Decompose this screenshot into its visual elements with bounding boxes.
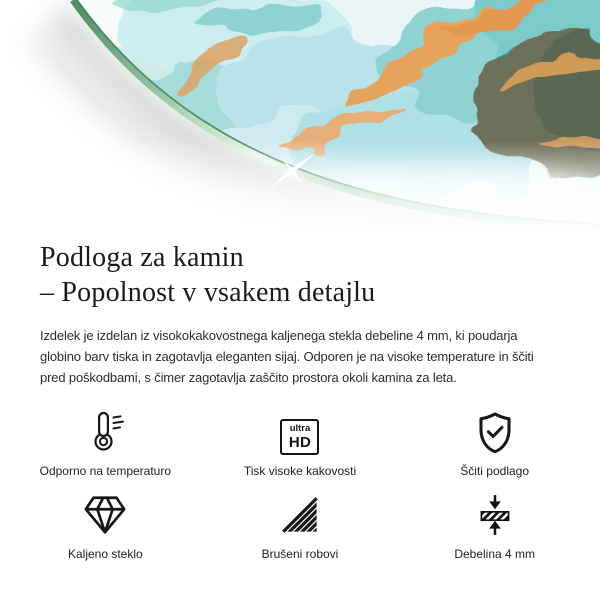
feature-temperature [8, 407, 203, 478]
feature-grid [8, 407, 592, 561]
feature-tempered-glass [8, 490, 203, 561]
product-image [0, 0, 600, 232]
ultra-hd-icon-text-top: ultra [289, 423, 311, 435]
brushed-edges-icon [277, 490, 323, 538]
feature-label: Brušeni robovi [261, 547, 339, 561]
page-title [40, 240, 600, 310]
feature-protection [397, 407, 592, 478]
shield-check-icon [472, 407, 518, 455]
ultra-hd-icon-text-bottom: HD [288, 433, 312, 451]
thickness-icon [472, 490, 518, 538]
feature-thickness [397, 490, 592, 561]
diamond-icon [82, 490, 128, 538]
feature-label: Debelina 4 mm [454, 547, 536, 561]
feature-print-quality [203, 407, 398, 478]
feature-label: Odporno na temperaturo [39, 464, 172, 478]
feature-polished-edges [203, 490, 398, 561]
product-info-section [0, 232, 600, 561]
product-description: Izdelek je izdelan iz visokokakovostnega kaljenega stekla debeline 4 mm, ki poudarja globino barv tiska in zagotavlja eleganten sijaj. Odporen je na visoke temperature in ščiti pred poškodbami, s čimer zagotavlja zaščito prostora okoli kamina za leta. [40, 328, 534, 385]
feature-label: Ščiti podlago [460, 464, 530, 478]
glass-panel-illustration [0, 0, 600, 232]
thermometer-icon [83, 407, 128, 455]
page-title-line1: Podloga za kamin [40, 242, 244, 273]
page-title-line2: – Popolnost v vsakem detajlu [40, 277, 376, 308]
feature-label: Tisk visoke kakovosti [243, 464, 357, 478]
ultra-hd-icon [280, 407, 319, 455]
feature-label: Kaljeno steklo [67, 547, 143, 561]
